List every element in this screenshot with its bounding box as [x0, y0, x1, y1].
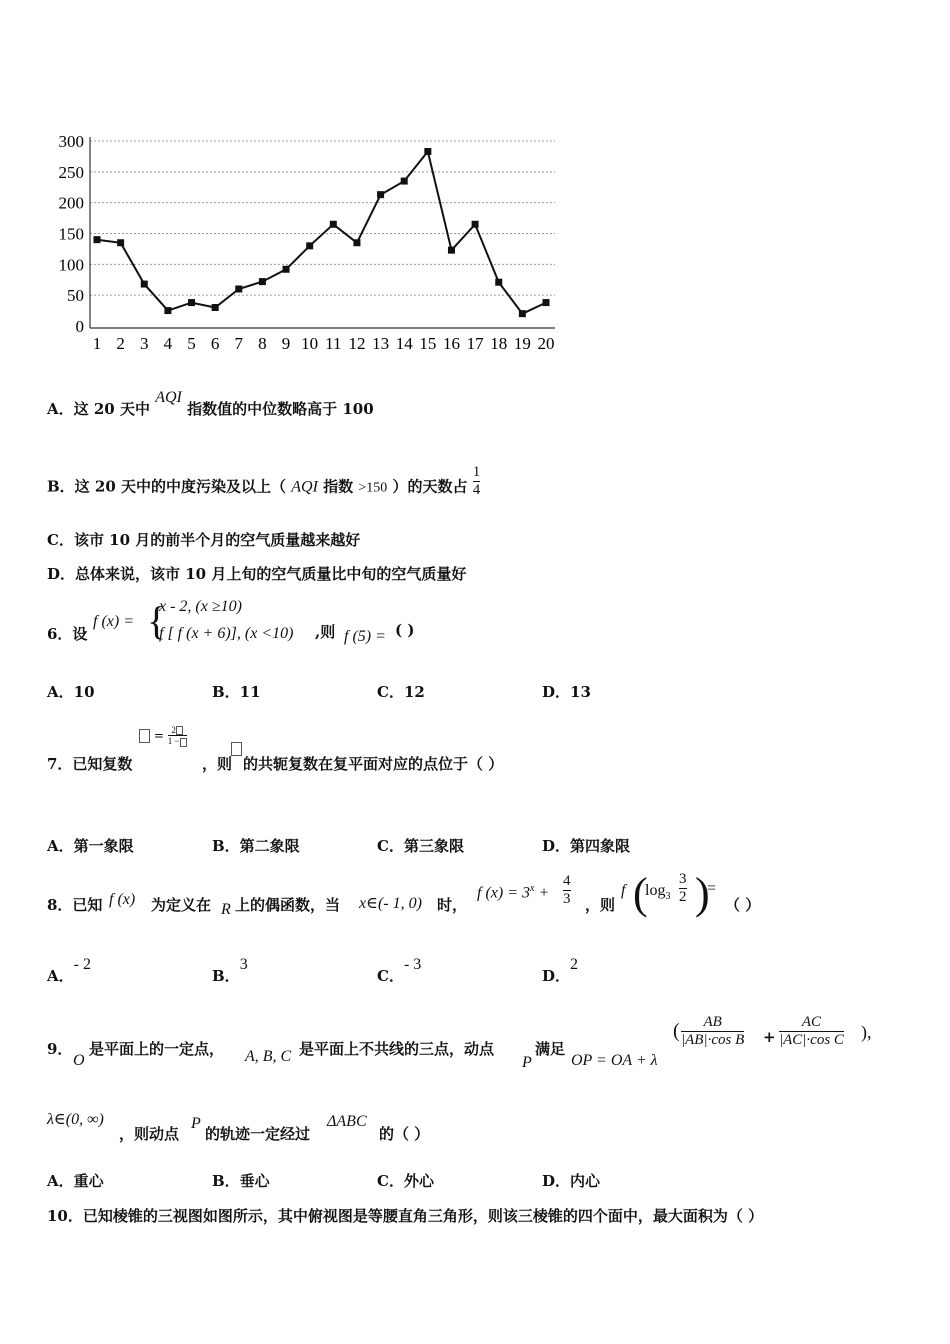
- y-tick-label: 50: [67, 286, 84, 306]
- y-axis-ticks: [59, 132, 85, 336]
- question-9-line-2: [47, 1105, 547, 1145]
- q8-option-a-label: A．: [47, 967, 74, 985]
- q7-option-b: B．第二象限: [212, 837, 300, 855]
- q8-option-d: [542, 956, 579, 986]
- q8-option-b-value: 3: [239, 956, 248, 973]
- q8-option-d-label: D．: [542, 967, 571, 985]
- q7-prefix: 7．已知复数: [47, 755, 133, 773]
- q7-frac-num-value: 2: [171, 725, 176, 735]
- q8-arg-fraction: [679, 871, 687, 906]
- q8-option-b-label: B．: [212, 967, 240, 985]
- q7-suffix: 的共轭复数在复平面对应的点位于（ ）: [243, 755, 504, 773]
- q8-expr: f (x) = 3: [477, 884, 530, 902]
- q5-option-b-fraction: [473, 464, 481, 499]
- q8-domain: x∈(- 1, 0): [359, 895, 422, 912]
- question-10: 10．已知棱锥的三视图如图所示，其中俯视图是等腰直角三角形，则该三棱锥的四个面中，最大面积为（ ）: [47, 1207, 764, 1225]
- x-tick-label: 1: [92, 334, 102, 353]
- y-tick-label: 250: [58, 162, 84, 182]
- q9-option-d: D．内心: [542, 1172, 601, 1190]
- q7-equals: =: [153, 728, 168, 743]
- q9-option-c: C．外心: [377, 1172, 434, 1190]
- data-point: [495, 279, 502, 286]
- q9-lparen: (: [673, 1020, 680, 1042]
- q6-case-2: f [ f (x + 6)], (x <10): [159, 625, 294, 642]
- q8-ask-f: f: [621, 882, 626, 899]
- q7-frac-num: [168, 725, 187, 735]
- q8-prefix: 8．已知: [47, 896, 103, 914]
- q8-then: ，则: [585, 896, 616, 914]
- data-point: [164, 307, 171, 314]
- q9-f1-num: AB: [703, 1014, 722, 1030]
- y-tick-label: 200: [58, 193, 84, 213]
- q7-fraction: [168, 725, 187, 747]
- q8-frac-den: 3: [563, 891, 571, 907]
- x-tick-label: 5: [187, 334, 196, 353]
- q5-option-a-suffix: 指数值的中位数略高于 100: [187, 400, 374, 418]
- data-point: [472, 221, 479, 228]
- data-point: [141, 281, 148, 288]
- q8-equals: =: [707, 880, 717, 897]
- q8-log-text: log: [645, 882, 666, 899]
- q7-z-placeholder-2: [231, 742, 242, 756]
- x-tick-label: 20: [537, 334, 555, 353]
- q9-option-a: A．重心: [47, 1172, 104, 1190]
- q5-option-b-suffix: ）的天数占: [392, 477, 468, 496]
- q8-fx: f (x): [109, 891, 136, 908]
- data-point: [188, 299, 195, 306]
- q8-frac-num: 4: [563, 873, 571, 889]
- q9-plus: +: [763, 1028, 776, 1046]
- q8-option-c-value: - 3: [403, 956, 422, 973]
- q7-frac-den-value: 1 −: [167, 736, 180, 747]
- q9-f2-num: AC: [801, 1014, 822, 1030]
- data-point: [377, 191, 384, 198]
- q9-f1-den: |AB|·cos B: [681, 1032, 745, 1048]
- q9-text-5: 的轨迹一定经过: [205, 1125, 311, 1143]
- q5-option-b-frac-den: 4: [472, 482, 481, 498]
- q8-log-base: 3: [665, 891, 671, 903]
- x-axis-ticks: [93, 334, 555, 353]
- data-point: [353, 239, 360, 246]
- x-tick-label: 4: [163, 334, 173, 353]
- q9-fraction-2: [779, 1014, 844, 1049]
- q5-option-a: [47, 389, 374, 419]
- q6-prefix: 6．设: [47, 625, 88, 643]
- q8-option-b: [212, 956, 248, 986]
- data-point: [330, 221, 337, 228]
- q9-lambda: λ∈(0, ∞): [47, 1111, 104, 1128]
- x-tick-label: 10: [301, 334, 319, 353]
- x-tick-label: 18: [490, 334, 508, 353]
- x-tick-label: 12: [348, 334, 366, 353]
- y-tick-label: 300: [58, 132, 84, 151]
- q6-option-a: A．10: [47, 683, 95, 701]
- aqi-line-chart: [40, 125, 570, 355]
- q5-option-b: [47, 464, 481, 505]
- data-point: [235, 286, 242, 293]
- q8-text-3: 时，: [437, 896, 468, 914]
- series-line: [97, 152, 546, 314]
- question-7: [47, 720, 607, 780]
- q8-fraction: [563, 873, 571, 908]
- q7-then: ，则: [202, 755, 233, 773]
- q8-option-d-value: 2: [570, 956, 579, 973]
- q6-option-b: B．11: [212, 683, 261, 701]
- data-point: [306, 242, 313, 249]
- q6-f5: f (5) =: [344, 628, 386, 645]
- q9-O: O: [73, 1052, 85, 1069]
- q8-log: [645, 882, 670, 902]
- data-point: [543, 299, 550, 306]
- q5-option-b-aqi: AQI: [291, 478, 318, 496]
- data-point: [424, 148, 431, 155]
- q8-lparen: (: [633, 869, 648, 918]
- x-tick-label: 8: [258, 334, 267, 353]
- q9-text-6: 的（ ）: [379, 1125, 430, 1143]
- x-tick-label: 6: [210, 334, 220, 353]
- q5-option-a-aqi: AQI: [155, 389, 182, 406]
- x-tick-label: 13: [372, 334, 390, 353]
- q8-exp: x: [530, 883, 535, 894]
- q6-then: ,则: [315, 623, 336, 641]
- data-point: [401, 178, 408, 185]
- x-tick-label: 3: [140, 334, 149, 353]
- q9-P: P: [522, 1054, 532, 1071]
- q7-option-a: A．第一象限: [47, 837, 134, 855]
- q7-frac-den: [168, 735, 187, 746]
- q8-option-a: [47, 956, 91, 986]
- q9-fraction-1: [681, 1014, 744, 1049]
- q8-option-c: [377, 956, 422, 986]
- q7-formula: [139, 725, 187, 747]
- question-9: [47, 1012, 907, 1082]
- q9-triangle: ΔABC: [327, 1113, 367, 1130]
- q6-fx: f (x) =: [93, 613, 134, 630]
- q7-option-d: D．第四象限: [542, 837, 631, 855]
- q6-case-1: x - 2, (x ≥10): [159, 598, 242, 615]
- data-point: [283, 266, 290, 273]
- y-tick-label: 150: [58, 224, 84, 244]
- q5-option-b-condition: >150: [358, 480, 388, 496]
- data-point: [212, 304, 219, 311]
- data-point: [259, 278, 266, 285]
- q5-option-a-prefix: A．这 20 天中: [47, 400, 150, 418]
- q9-text-2: 是平面上不共线的三点，动点: [299, 1040, 495, 1058]
- x-tick-label: 17: [466, 334, 484, 353]
- data-point: [94, 236, 101, 243]
- y-tick-label: 100: [58, 255, 84, 275]
- y-tick-label: 0: [75, 317, 84, 336]
- q9-tail: ),: [861, 1022, 872, 1042]
- q6-brace: {: [147, 598, 167, 643]
- series-points: [94, 148, 550, 317]
- q9-option-b: B．垂心: [212, 1172, 270, 1190]
- q8-arg-den: 2: [679, 889, 687, 905]
- data-point: [448, 247, 455, 254]
- q6-paren: ( ): [395, 621, 415, 639]
- q8-plus: +: [534, 884, 550, 902]
- q9-f2-den: |AC|·cos C: [779, 1032, 844, 1048]
- question-6: [47, 595, 607, 655]
- q5-option-b-index: 指数: [323, 477, 354, 496]
- question-8: [47, 868, 787, 928]
- q7-option-c: C．第三象限: [377, 837, 464, 855]
- q8-expression: [477, 883, 549, 902]
- data-point: [519, 310, 526, 317]
- q9-P-2: P: [191, 1115, 201, 1132]
- x-tick-label: 2: [116, 334, 125, 353]
- q9-text-4: ，则动点: [119, 1125, 180, 1143]
- data-point: [117, 239, 124, 246]
- q9-number: 9．: [47, 1040, 73, 1058]
- q5-option-b-frac-num: 1: [472, 464, 481, 480]
- q7-frac-num-box: [176, 726, 183, 735]
- q9-equation: OP = OA + λ: [571, 1052, 658, 1069]
- x-tick-label: 9: [281, 334, 291, 353]
- q8-option-c-label: C．: [377, 967, 404, 985]
- q8-rparen: ): [695, 869, 710, 918]
- x-tick-label: 19: [513, 334, 531, 353]
- q8-R: R: [221, 901, 231, 918]
- q9-text-1: 是平面上的一定点，: [89, 1040, 225, 1058]
- x-tick-label: 14: [395, 334, 413, 353]
- q9-text-3: 满足: [535, 1040, 566, 1058]
- q8-text-2: 上的偶函数，当: [235, 896, 341, 914]
- q8-text-1: 为定义在: [151, 896, 212, 914]
- q7-frac-den-box: [180, 738, 187, 747]
- q6-option-c: C．12: [377, 683, 425, 701]
- q5-option-b-prefix: B．这 20 天中的中度污染及以上（: [47, 477, 286, 496]
- x-tick-label: 16: [442, 334, 460, 353]
- q9-ABC: A, B, C: [245, 1048, 292, 1065]
- q5-option-c: C．该市 10 月的前半个月的空气质量越来越好: [47, 531, 361, 549]
- q7-z-placeholder: [139, 729, 150, 743]
- q5-option-d: D．总体来说，该市 10 月上旬的空气质量比中旬的空气质量好: [47, 565, 467, 583]
- q8-option-a-value: - 2: [73, 956, 91, 973]
- x-tick-label: 15: [419, 334, 437, 353]
- q8-arg-num: 3: [679, 871, 687, 887]
- x-tick-label: 7: [234, 334, 244, 353]
- q8-paren: （ ）: [725, 896, 761, 914]
- chart-gridlines: [90, 141, 555, 295]
- x-tick-label: 11: [325, 334, 342, 353]
- q6-option-d: D．13: [542, 683, 591, 701]
